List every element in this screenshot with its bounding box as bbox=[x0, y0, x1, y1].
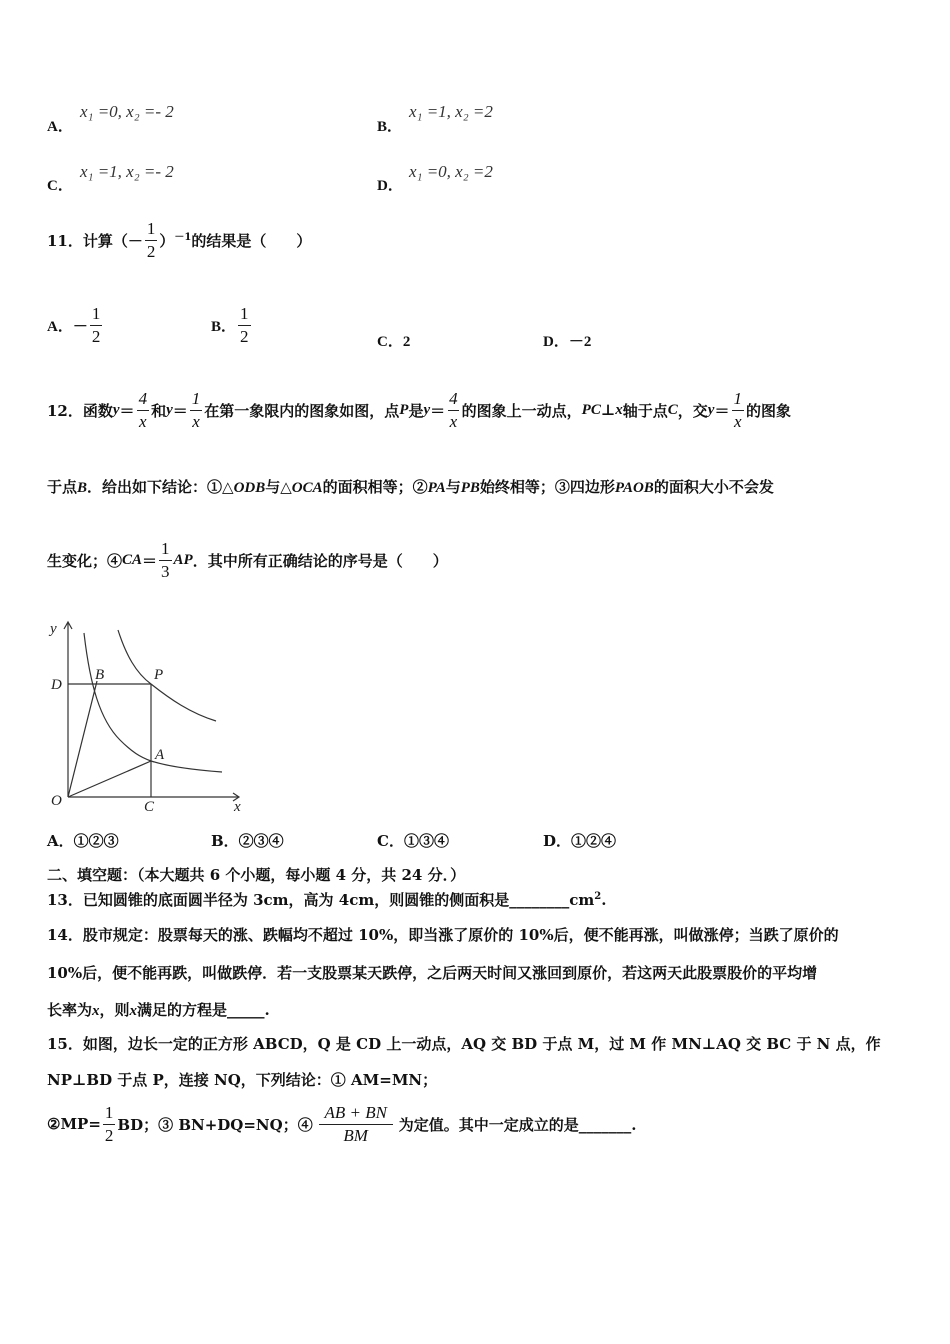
q14-l3c: 满足的方程是_____. bbox=[137, 1001, 270, 1019]
question-11 bbox=[47, 220, 311, 261]
q10-option-c-equation: x₁ =1, x₂ =- 2 bbox=[80, 162, 174, 181]
graph-label-d: D bbox=[51, 677, 62, 693]
q12-l3-ca: CA bbox=[122, 551, 143, 568]
q12-f1-den: x bbox=[139, 411, 147, 431]
q13-superscript: 2 bbox=[594, 891, 602, 902]
q10-option-b-equation: x₁ =1, x₂ =2 bbox=[409, 102, 493, 121]
q11-fraction-num: 1 bbox=[146, 219, 156, 238]
q14-x-1: x bbox=[92, 1003, 100, 1019]
graph-label-a: A bbox=[155, 747, 165, 763]
question-12-line-2 bbox=[47, 476, 774, 497]
q11-b-den: 2 bbox=[240, 326, 249, 346]
q11-option-c: C．2 bbox=[377, 334, 411, 350]
q15-frac-den: 2 bbox=[104, 1125, 114, 1145]
q12-t2: 和 bbox=[151, 401, 167, 420]
q12-y1: y bbox=[112, 401, 120, 418]
graph-label-o: O bbox=[51, 793, 62, 809]
graph-label-p: P bbox=[154, 667, 164, 683]
q13-text: 13．已知圆锥的底面圆半径为 3cm，高为 4cm，则圆锥的侧面积是________cm bbox=[47, 891, 595, 909]
section-2-heading: 二、填空题：（本大题共 6 个小题，每小题 4 分，共 24 分．） bbox=[47, 866, 466, 884]
q12-f3-den: x bbox=[449, 411, 458, 431]
q12-f1-num: 4 bbox=[138, 389, 148, 408]
q11-exponent: －1 bbox=[174, 231, 192, 243]
q14-line-1: 14．股市规定：股票每天的涨、跌幅均不超过 10%，即当涨了原价的 10%后，便不能再涨，叫做涨停；当跌了原价的 bbox=[47, 926, 839, 944]
q12-l2-pa: PA bbox=[427, 480, 446, 496]
q11-option-a bbox=[47, 305, 104, 346]
q12-t5: 的图象上一动点， bbox=[461, 401, 582, 420]
q12-l3-s3: ．其中所有正确结论的序号是（ ） bbox=[192, 551, 448, 570]
q15-frac2-num: AB + BN bbox=[324, 1103, 387, 1122]
q12-y3: y bbox=[423, 401, 431, 418]
q12-l2-odb: ODB bbox=[233, 480, 266, 496]
q11-option-d: D．－2 bbox=[543, 334, 592, 350]
q11-option-b bbox=[211, 305, 253, 346]
q12-option-b: B．②③④ bbox=[211, 832, 284, 850]
q12-t4: 是 bbox=[408, 401, 424, 420]
q12-graph bbox=[40, 615, 250, 815]
question-12-line-1 bbox=[47, 390, 791, 431]
q12-option-d: D．①②④ bbox=[543, 832, 617, 850]
q14-line-2: 10%后，便不能再跌，叫做跌停．若一支股票某天跌停，之后两天时间又涨回到原价，若这两天此股票股价的平均增 bbox=[47, 964, 818, 982]
q11-tail: 的结果是（ ） bbox=[191, 231, 312, 250]
question-12-line-3 bbox=[47, 540, 448, 581]
q12-option-c: C．①③④ bbox=[377, 832, 449, 850]
q12-f4-num: 1 bbox=[733, 389, 742, 408]
q12-y4: y bbox=[707, 401, 715, 418]
q11-a-den: 2 bbox=[91, 326, 101, 346]
q15-l3a: ②MP= bbox=[47, 1115, 101, 1134]
q10-option-b-label: B． bbox=[377, 119, 403, 135]
line-ob bbox=[68, 681, 97, 797]
q12-eq4: ＝ bbox=[714, 401, 730, 420]
question-13 bbox=[47, 889, 606, 910]
q12-l2-s6: 始终相等；③四边形 bbox=[479, 478, 615, 496]
q10-option-a-equation: x₁ =0, x₂ =- 2 bbox=[80, 102, 174, 121]
q12-t6: ⊥ bbox=[600, 401, 616, 420]
graph-label-x: x bbox=[234, 799, 241, 815]
q14-x-2: x bbox=[129, 1003, 138, 1019]
q12-l2-s5: 与 bbox=[445, 478, 461, 496]
q12-l2-oca: OCA bbox=[291, 480, 323, 496]
q12-l3-fden: 3 bbox=[161, 561, 170, 581]
curve-y-1-over-x bbox=[84, 633, 222, 772]
q12-t8: ，交 bbox=[677, 401, 708, 420]
q11-fraction-den: 2 bbox=[146, 241, 156, 261]
q12-l2-b: B bbox=[77, 480, 88, 496]
q12-l2-s3: 与△ bbox=[265, 478, 292, 496]
q12-x: x bbox=[615, 401, 623, 418]
q12-t3: 在第一象限内的图象如图，点 bbox=[204, 401, 400, 420]
q10-option-d-equation: x₁ =0, x₂ =2 bbox=[409, 162, 493, 181]
q11-option-a-label: A．－ bbox=[47, 318, 88, 335]
q12-f2-num: 1 bbox=[191, 389, 201, 408]
q12-l2-s2: ．给出如下结论：①△ bbox=[87, 478, 234, 496]
q11-b-num: 1 bbox=[240, 304, 249, 323]
q12-y2: y bbox=[166, 401, 173, 418]
q11-close-paren: ） bbox=[159, 231, 175, 250]
q12-l3-s1: 生变化；④ bbox=[47, 551, 123, 570]
q12-eq3: ＝ bbox=[430, 401, 446, 420]
line-oa bbox=[68, 761, 151, 797]
q12-l3-s2: ＝ bbox=[142, 551, 158, 570]
q15-line-1: 15．如图，边长一定的正方形 ABCD，Q 是 CD 上一动点，AQ 交 BD 于点 M，过 M 作 MN⊥AQ 交 BC 于 N 点，作 bbox=[47, 1035, 881, 1053]
q12-l2-s4: 的面积相等；② bbox=[322, 478, 428, 496]
q12-l2-s1: 于点 bbox=[47, 478, 78, 496]
q13-end: . bbox=[601, 891, 607, 909]
q12-p: P bbox=[399, 401, 409, 418]
q10-option-a-label: A． bbox=[47, 119, 73, 135]
q12-t9: 的图象 bbox=[745, 401, 791, 420]
curve-y-4-over-x bbox=[118, 630, 216, 721]
q12-l3-fnum: 1 bbox=[161, 539, 170, 558]
q15-frac-num: 1 bbox=[104, 1103, 114, 1122]
q12-eq2: ＝ bbox=[172, 401, 188, 420]
q12-l2-paob: PAOB bbox=[614, 480, 654, 496]
q12-t1: 12．函数 bbox=[47, 401, 113, 420]
q11-prefix: 11．计算（－ bbox=[47, 231, 143, 250]
q10-option-c-label: C． bbox=[47, 178, 73, 194]
q12-f2-den: x bbox=[192, 411, 200, 431]
q15-frac2-den: BM bbox=[319, 1124, 393, 1145]
q12-f3-num: 4 bbox=[449, 389, 458, 408]
q12-f4-den: x bbox=[733, 411, 742, 431]
graph-label-b: B bbox=[95, 667, 105, 683]
q12-option-a: A．①②③ bbox=[47, 832, 119, 850]
q15-line-3 bbox=[47, 1104, 636, 1145]
graph-label-c: C bbox=[144, 799, 155, 815]
q15-l3b: BD；③ BN+DQ=NQ；④ bbox=[117, 1115, 313, 1134]
q14-l3b: ，则 bbox=[99, 1001, 130, 1019]
q12-eq1: ＝ bbox=[119, 401, 135, 420]
q11-fraction bbox=[145, 220, 158, 261]
q12-l3-ap: AP bbox=[173, 551, 193, 568]
q15-line-2: NP⊥BD 于点 P，连接 NQ，下列结论：① AM=MN； bbox=[47, 1071, 438, 1089]
q12-c: C bbox=[667, 401, 678, 418]
graph-label-y: y bbox=[50, 621, 57, 637]
q11-a-num: 1 bbox=[91, 304, 101, 323]
q15-l3c: 为定值。其中一定成立的是_______. bbox=[398, 1115, 637, 1134]
q12-l2-s7: 的面积大小不会发 bbox=[653, 478, 774, 496]
q14-line-3 bbox=[47, 999, 270, 1020]
q12-l2-pb: PB bbox=[460, 480, 480, 496]
q11-option-b-label: B． bbox=[211, 318, 237, 335]
q12-pc: PC bbox=[581, 401, 601, 418]
q14-l3a: 长率为 bbox=[47, 1001, 93, 1019]
q12-t7: 轴于点 bbox=[622, 401, 668, 420]
q10-option-d-label: D． bbox=[377, 178, 403, 194]
